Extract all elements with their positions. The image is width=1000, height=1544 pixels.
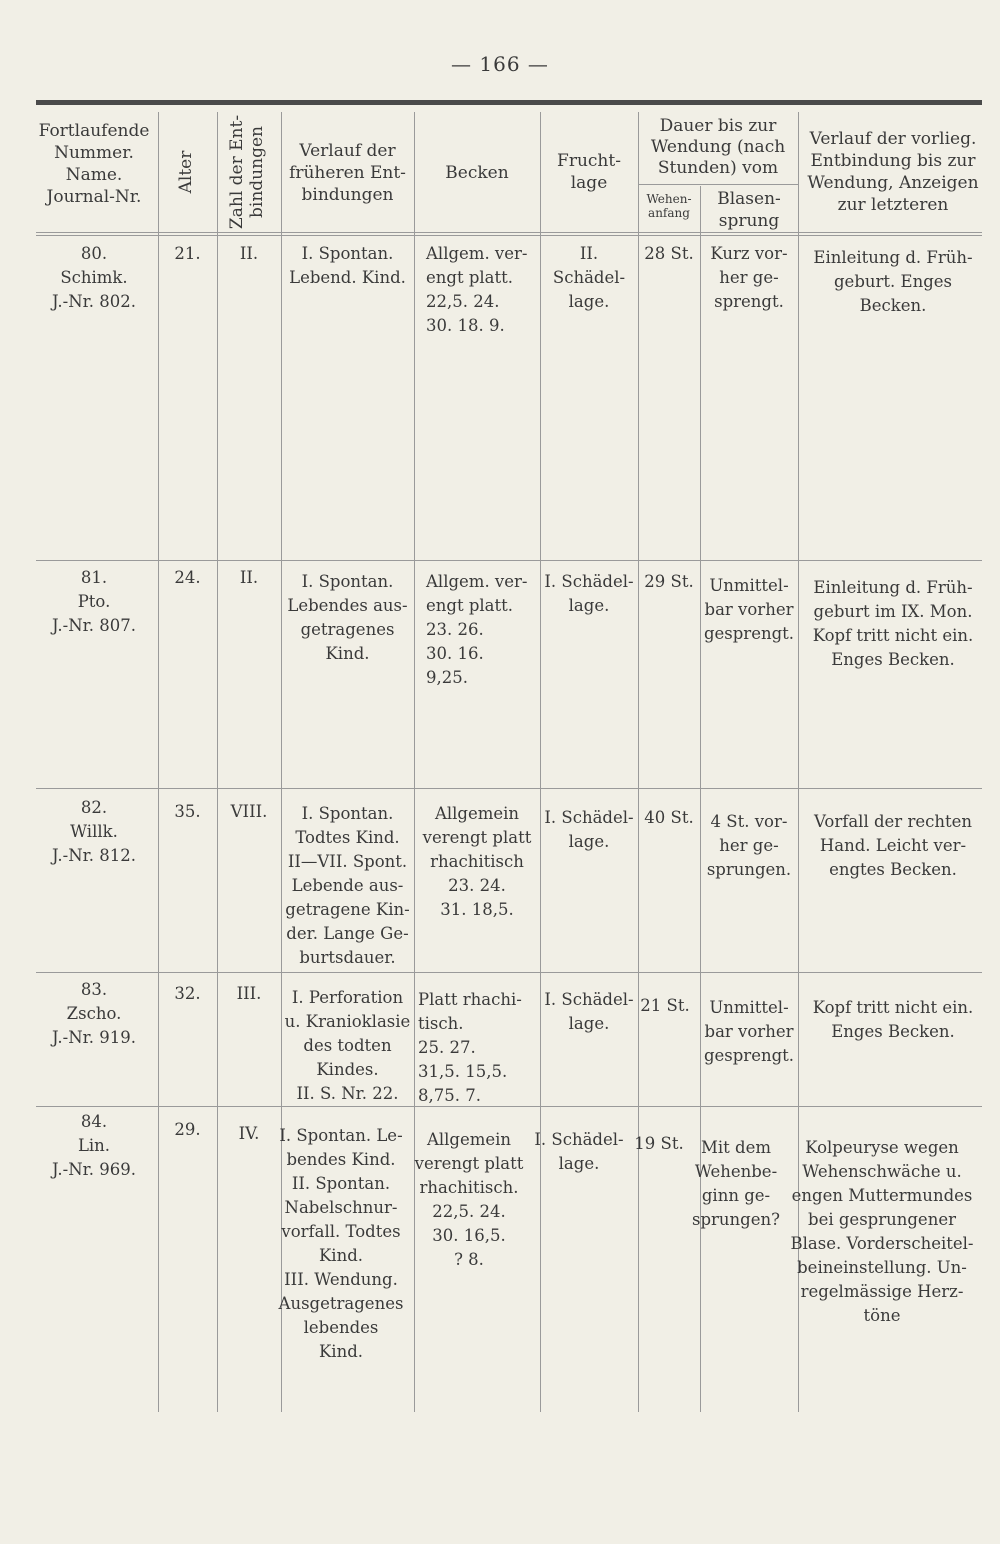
cell-becken: Allgemein verengt platt rhachitisch. 22,5. 24. 30. 16,5. ? 8. [414, 1130, 524, 1269]
cell-wehenanfang: 40 St. [644, 808, 694, 827]
header-dauer: Dauer bis zur Wendung (nach Stunden) vom [650, 116, 786, 178]
cell-blasensprung: Unmittel- bar vorher gesprengt. [703, 576, 795, 643]
cell-anzeige: Kopf tritt nicht ein. Enges Becken. [812, 998, 974, 1041]
cell-anzeige: Kolpeuryse wegen Wehenschwäche u. engen Muttermundes bei gesprungener Blase. Vorderscheitel- beineinstellung. Un- regelmässige Herz- töne [790, 1138, 974, 1325]
page-number: — 166 — [451, 52, 549, 76]
cell-becken: Allgemein verengt platt rhachitisch 23. 24. 31. 18,5. [422, 804, 532, 919]
header-nummer: Fortlaufende Nummer. Name. Journal-Nr. [38, 121, 150, 207]
header-zahl: Zahl der Ent- bindungen [227, 114, 267, 230]
column-divider [638, 112, 639, 1412]
header-alter: Alter [176, 150, 196, 194]
row-rule [36, 788, 982, 789]
cell-zahl: IV. [238, 1124, 260, 1143]
cell-wehenanfang: 29 St. [644, 572, 694, 591]
cell-verlauf: I. Spontan. Le- bendes Kind. II. Spontan. Nabelschnur- vorfall. Todtes Kind. III. Wendung. Ausgetragenes lebendes Kind. [278, 1126, 404, 1361]
header-fruchtlage: Frucht- lage [557, 151, 621, 193]
cell-fruchtlage: I. Schädel- lage. [534, 1130, 624, 1173]
cell-alter: 35. [174, 802, 201, 821]
cell-blasensprung: Kurz vor- her ge- sprengt. [710, 244, 788, 311]
header-blasensprung: Blasen- sprung [717, 189, 781, 231]
column-divider [158, 112, 159, 1412]
cell-alter: 32. [174, 984, 201, 1003]
header-rule [36, 235, 982, 236]
cell-anzeige: Vorfall der rechten Hand. Leicht ver- engtes Becken. [814, 812, 972, 879]
row-rule [36, 972, 982, 973]
cell-zahl: II. [239, 244, 259, 263]
column-divider [217, 112, 218, 1412]
cell-alter: 24. [174, 568, 201, 587]
cell-alter: 21. [174, 244, 201, 263]
header-verlauf-vorlieg: Verlauf der vorlieg. Entbindung bis zur Wendung, Anzeigen zur letzteren [807, 129, 979, 215]
cell-alter: 29. [174, 1120, 201, 1139]
cell-wehenanfang: 19 St. [634, 1134, 684, 1153]
cell-nummer: 81. Pto. J.-Nr. 807. [52, 568, 136, 635]
cell-wehenanfang: 21 St. [640, 996, 690, 1015]
cell-fruchtlage: I. Schädel- lage. [544, 808, 634, 851]
header-verlauf-frueher: Verlauf der früheren Ent- bindungen [289, 141, 406, 205]
cell-blasensprung: Unmittel- bar vorher gesprengt. [703, 998, 795, 1065]
row-rule [36, 560, 982, 561]
header-becken: Becken [445, 163, 509, 183]
cell-verlauf: I. Spontan. Lebendes aus- getragenes Kind. [287, 572, 408, 663]
cell-fruchtlage: I. Schädel- lage. [544, 990, 634, 1033]
cell-nummer: 82. Willk. J.-Nr. 812. [52, 798, 136, 865]
cell-nummer: 83. Zscho. J.-Nr. 919. [52, 980, 136, 1047]
cell-wehenanfang: 28 St. [644, 244, 694, 263]
cell-becken: Allgem. ver- engt platt. 23. 26. 30. 16. 9,25. [426, 572, 528, 687]
cell-nummer: 80. Schimk. J.-Nr. 802. [52, 244, 136, 311]
subheader-rule [638, 184, 798, 185]
cell-blasensprung: Mit dem Wehenbe- ginn ge- sprungen? [692, 1138, 780, 1229]
cell-zahl: VIII. [230, 802, 268, 821]
cell-blasensprung: 4 St. vor- her ge- sprungen. [706, 812, 792, 879]
cell-nummer: 84. Lin. J.-Nr. 969. [52, 1112, 136, 1179]
cell-becken: Platt rhachi- tisch. 25. 27. 31,5. 15,5. 8,75. 7. [418, 990, 522, 1105]
cell-anzeige: Einleitung d. Früh- geburt. Enges Becken. [813, 248, 973, 315]
cell-verlauf: I. Spontan. Lebend. Kind. [289, 244, 406, 287]
cell-becken: Allgem. ver- engt platt. 22,5. 24. 30. 18. 9. [426, 244, 528, 335]
cell-verlauf: I. Perforation u. Kranioklasie des todten Kindes. II. S. Nr. 22. [284, 988, 411, 1103]
cell-zahl: II. [239, 568, 259, 587]
cell-verlauf: I. Spontan. Todtes Kind. II—VII. Spont. Lebende aus- getragene Kin- der. Lange Ge- burtsdauer. [285, 804, 410, 967]
cell-anzeige: Einleitung d. Früh- geburt im IX. Mon. Kopf tritt nicht ein. Enges Becken. [812, 578, 974, 669]
cell-fruchtlage: II. Schädel- lage. [552, 244, 626, 311]
cell-zahl: III. [236, 984, 262, 1003]
header-wehenanfang: Wehen- anfang [646, 192, 692, 220]
cell-fruchtlage: I. Schädel- lage. [544, 572, 634, 615]
header-rule [36, 232, 982, 233]
